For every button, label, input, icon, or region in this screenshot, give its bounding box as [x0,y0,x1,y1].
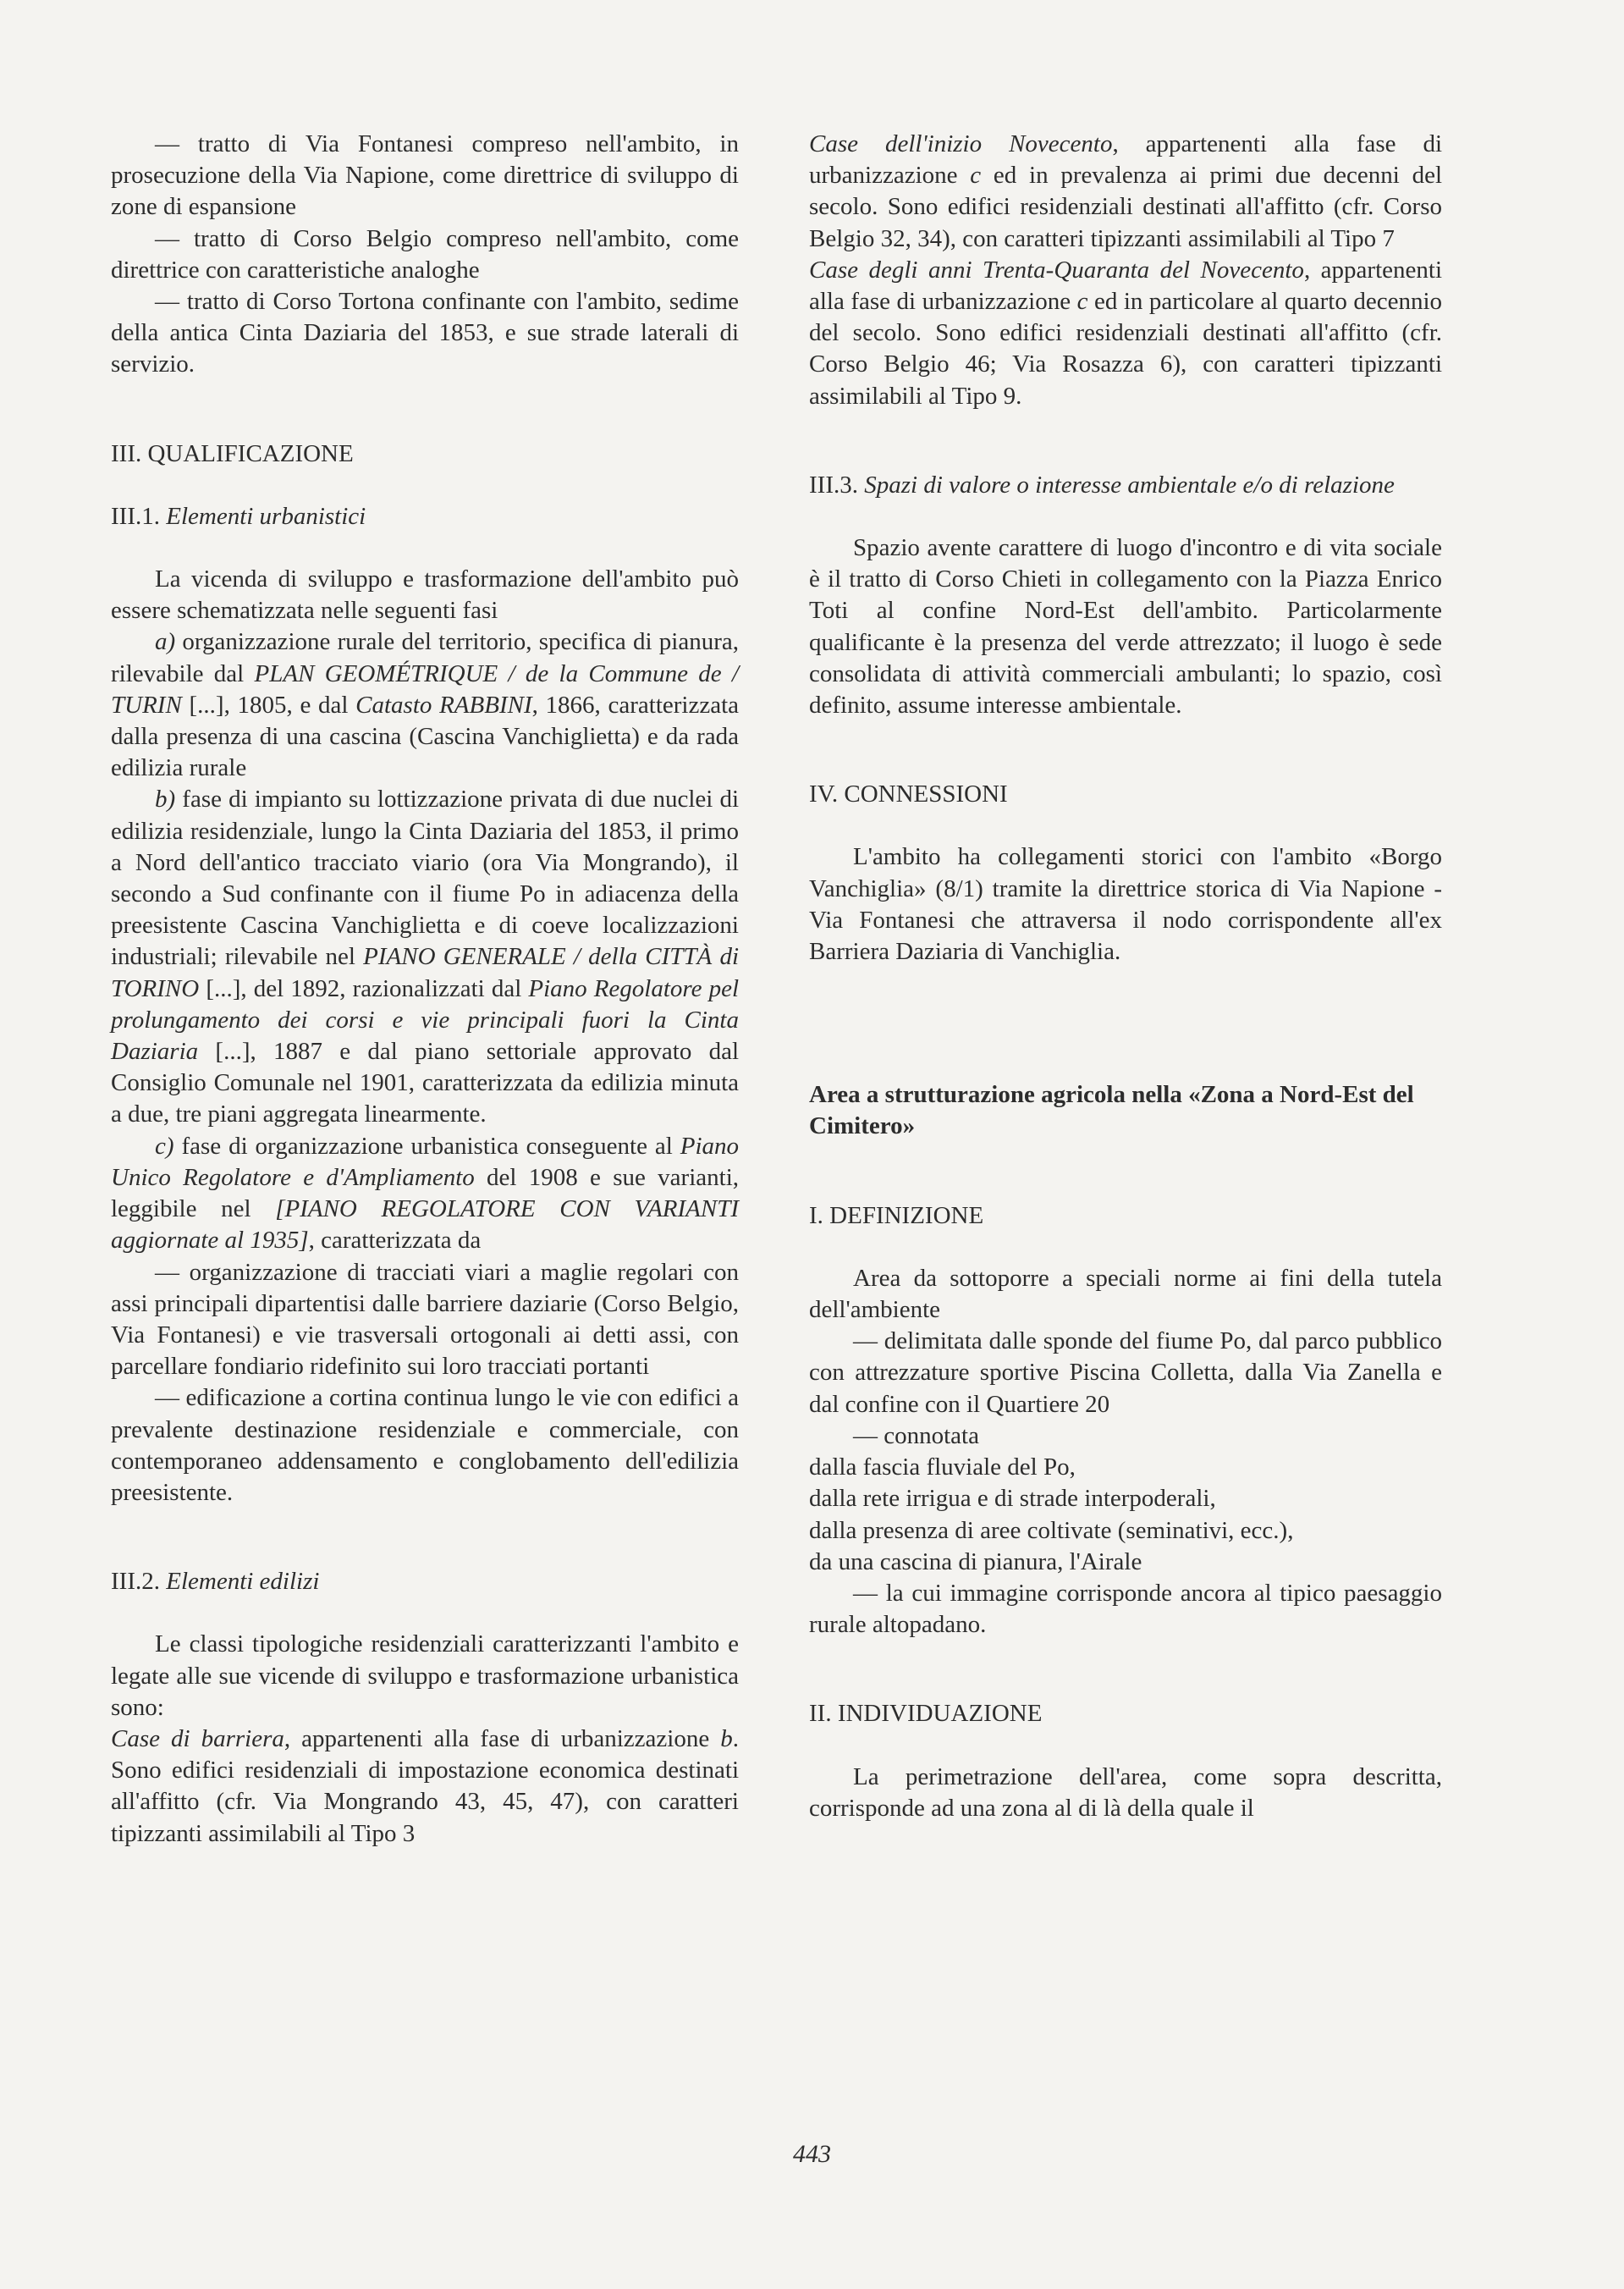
type-title: Case dell'inizio Novecento [809,130,1113,157]
subsection-number: III.2. [111,1568,160,1596]
text: organizzazione rurale del territorio, specifica di pianura, rilevabile dal [111,628,740,687]
text: ed in particolare al quarto decennio del secolo. Sono edifici residenziali destinati all'affitto (cfr. Corso Belgio 46; Via Rosazza 6), con caratteri tipizzanti assimilabili al Tipo 9. [809,288,1443,410]
text: , caratterizzata da [308,1227,482,1255]
source-title: Catasto RABBINI [355,691,532,719]
paragraph: — organizzazione di tracciati viari a maglie regolari con assi principali dipartentisi dalle barriere daziarie (Corso Belgio, Via Fontanesi) e vie trasversali ortogonali ai detti assi, con parcellare fondiario ridefinito sui loro tracciati portanti [111,1258,739,1381]
type-case-inizio-novecento [809,129,1442,255]
phase-letter: a) [155,628,176,656]
paragraph: — edificazione a cortina continua lungo le vie con edifici a prevalente destinazione residenziale e commerciale, con contemporaneo addensamento e conglobamento dell'edilizia preesistente. [111,1384,739,1506]
paragraph: — tratto di Via Fontanesi compreso nell'ambito, in prosecuzione della Via Napione, come direttrice di sviluppo di zone di espansione [111,130,739,221]
type-case-di-barriera [111,1724,739,1850]
source-title: PLAN GEOMÉTRIQUE / de la Commune de / TURIN [111,659,739,719]
text: , appartenenti alla fase di urbanizzazione [809,130,1442,190]
phase-ref: c [1076,288,1088,316]
paragraph: — connotata [853,1421,979,1449]
phase-c [111,1131,739,1257]
phase-a [111,626,739,784]
source-title: Piano Regolatore pel prolungamento dei corsi e vie principali fuori la Cinta Daziaria [111,974,740,1066]
text: , appartenenti alla fase di urbanizzazione [809,256,1442,316]
paragraph: La perimetrazione dell'area, come sopra descritta, corrisponde ad una zona al di là della quale il [809,1762,1442,1822]
phase-ref: b [720,1724,733,1752]
subsection-title: Elementi edilizi [166,1568,320,1596]
right-column [809,129,1442,1824]
left-column [111,129,739,1850]
paragraph: L'ambito ha collegamenti storici con l'ambito «Borgo Vanchiglia» (8/1) tramite la direttrice storica di Via Napione - Via Fontanesi che attraversa il nodo corrispondente all'ex Barriera Daziaria di Vanchiglia. [809,843,1442,966]
list-line: dalla presenza di aree coltivate (seminativi, ecc.), [809,1516,1294,1544]
paragraph: Spazio avente carattere di luogo d'incontro e di vita sociale è il tratto di Corso Chieti in collegamento con la Piazza Enrico Toti al confine Nord-Est dell'ambito. Particolarmente qualificante è la presenza del verde attrezzato; il luogo è sede consolidata di attività commerciali ambulanti; lo spazio, così definito, assume interesse ambientale. [809,534,1442,720]
source-title: Piano Unico Regolatore e d'Ampliamento [111,1132,740,1191]
area-title: Area a strutturazione agricola nella «Zona a Nord-Est del Cimitero» [809,1081,1414,1140]
text: ed in prevalenza ai primi due decenni del secolo. Sono edifici residenziali destinati all'affitto (cfr. Corso Belgio 32, 34), con caratteri tipizzanti assimilabili al Tipo 7 [809,162,1442,252]
text: fase di organizzazione urbanistica conseguente al [181,1132,673,1160]
section-heading-qualificazione: III. QUALIFICAZIONE [111,439,354,467]
text: , appartenenti alla fase di urbanizzazione [284,1724,710,1752]
list-line: dalla rete irrigua e di strade interpoderali, [809,1485,1216,1513]
subsection-title: Elementi urbanistici [166,502,366,530]
text: del 1908 e sue varianti, leggibile nel [111,1163,739,1223]
subsection-heading-edilizi [111,1566,739,1597]
subsection-number: III.3. [809,471,858,499]
text: , 1866, caratterizzata dalla presenza di una cascina (Cascina Vanchiglietta) e da rada edilizia rurale [111,691,740,782]
section-heading-connessioni: IV. CONNESSIONI [809,780,1008,808]
section-heading-individuazione: II. INDIVIDUAZIONE [809,1700,1043,1728]
section-heading-definizione: I. DEFINIZIONE [809,1201,984,1229]
paragraph: Area da sottoporre a speciali norme ai fini della tutela dell'ambiente [809,1264,1442,1324]
page-number: 443 [793,2140,831,2168]
paragraph: — tratto di Corso Belgio compreso nell'ambito, come direttrice con caratteristiche analoghe [111,224,739,284]
source-title: [PIANO REGOLATORE CON VARIANTI aggiornate al 1935] [111,1195,740,1255]
paragraph: — la cui immagine corrisponde ancora al tipico paesaggio rurale altopadano. [809,1579,1442,1639]
text: [...], del 1892, razionalizzati dal [206,974,522,1002]
type-title: Case degli anni Trenta-Quaranta del Novecento [809,256,1304,284]
text: [...], 1805, e dal [189,691,349,719]
paragraph: — delimitata dalle sponde del fiume Po, dal parco pubblico con attrezzature sportive Piscina Colletta, dalla Via Zanella e dal confine con il Quartiere 20 [809,1327,1442,1418]
text: . Sono edifici residenziali di impostazione economica destinati all'affitto (cfr. Via Mongrando 43, 45, 47), con caratteri tipizzanti assimilabili al Tipo 3 [111,1724,740,1847]
phase-letter: b) [155,786,176,814]
paragraph: Le classi tipologiche residenziali caratterizzanti l'ambito e legate alle sue vicende di sviluppo e trasformazione urbanistica sono: [111,1630,739,1721]
paragraph: La vicenda di sviluppo e trasformazione dell'ambito può essere schematizzata nelle seguenti fasi [111,565,739,625]
list-line: da una cascina di pianura, l'Airale [809,1547,1142,1575]
text: fase di impianto su lottizzazione privata di due nuclei di edilizia residenziale, lungo la Cinta Daziaria del 1853, il primo a Nord dell'antico tracciato viario (ora Via Mongrando), il secondo a Sud confinante con il fiume Po in adiacenza della preesistente Cascina Vanchiglietta e di coeve localizzazioni industriali; rilevabile nel [111,786,739,971]
type-title: Case di barriera [111,1724,284,1752]
list-line: dalla fascia fluviale del Po, [809,1453,1076,1481]
phase-letter: c) [155,1132,174,1160]
source-title: PIANO GENERALE / della CITTÀ di TORINO [111,943,740,1002]
phase-b [111,784,739,1130]
paragraph: — tratto di Corso Tortona confinante con l'ambito, sedime della antica Cinta Daziaria del 1853, e sue strade laterali di servizio. [111,288,739,378]
subsection-title: Spazi di valore o interesse ambientale e/o di relazione [864,471,1395,499]
phase-ref: c [970,162,982,190]
type-case-anni-trenta [809,255,1442,412]
text: [...], 1887 e dal piano settoriale approvato dal Consiglio Comunale nel 1901, caratterizzata da edilizia minuta a due, tre piani aggregata linearmente. [111,1038,740,1128]
subsection-heading-spazi [809,470,1442,501]
subsection-number: III.1. [111,502,160,530]
subsection-heading-urbanistici [111,501,739,532]
